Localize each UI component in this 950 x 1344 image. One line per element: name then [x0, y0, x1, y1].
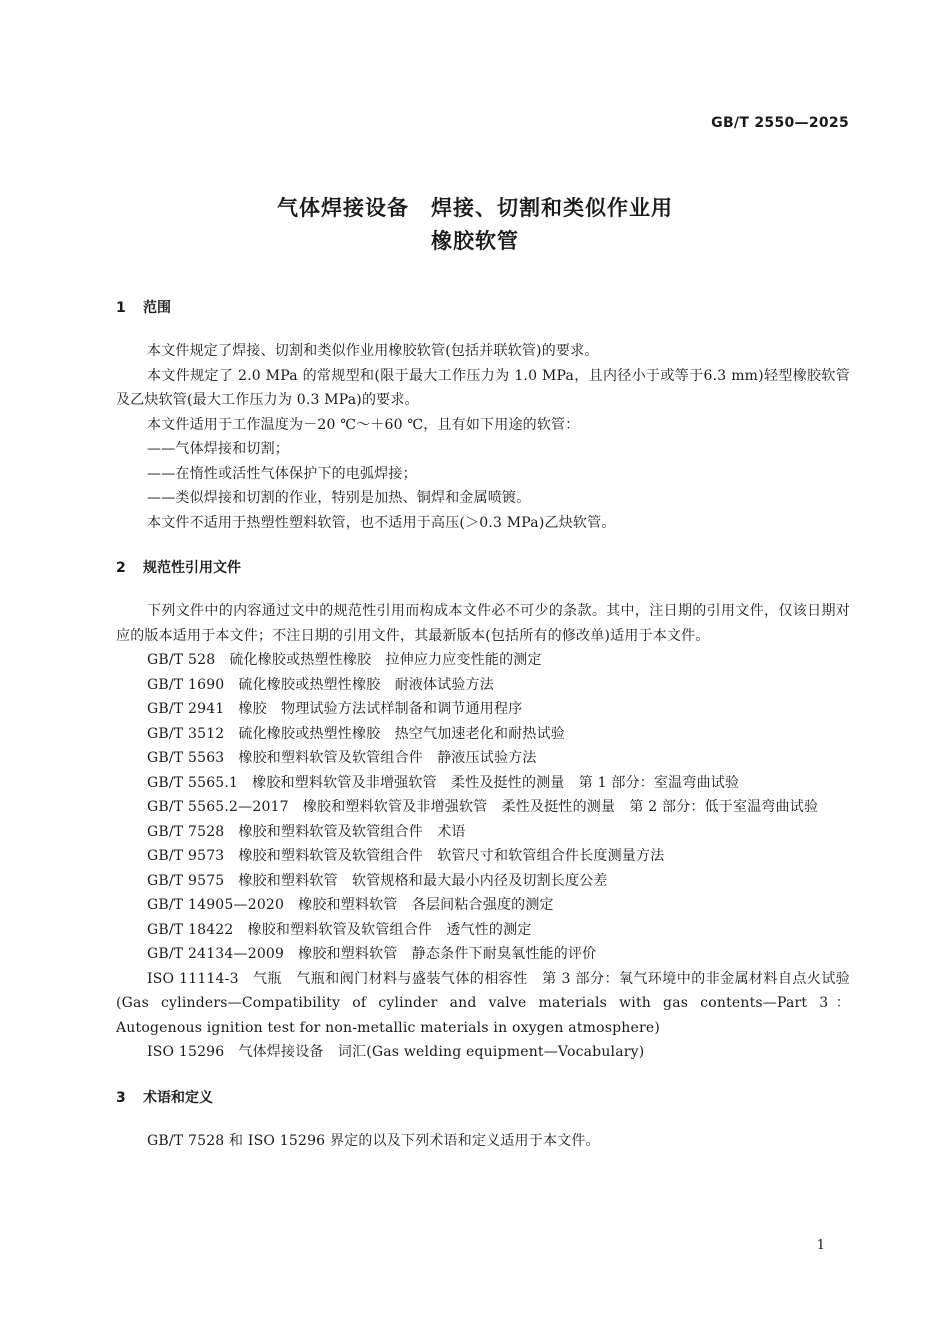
title-part-2: 焊接、切割和类似作业用: [431, 196, 673, 220]
reference-code: GB/T 18422: [147, 921, 234, 938]
page-number: 1: [816, 1238, 825, 1253]
title-part-1: 气体焊接设备: [277, 196, 409, 220]
reference-item: [116, 746, 850, 771]
section-title: 范围: [143, 300, 171, 316]
reference-title: 气瓶 气瓶和阀门材料与盛装气体的相容性 第 3 部分：氧气环境中的非金属材料自点火试验(Gas cylinders—Compatibility of cylinder and valve materials with gas contents—Part 3：Autogenous ignition test for non-metallic materials in oxygen atmosphere): [116, 970, 850, 1036]
reference-code: GB/T 24134—2009: [147, 946, 285, 962]
reference-item: [116, 771, 850, 796]
reference-title: 硫化橡胶或热塑性橡胶 拉伸应力应变性能的测定: [229, 652, 542, 668]
reference-code: ISO 11114-3: [147, 970, 239, 987]
section-1-heading: [116, 296, 850, 320]
paragraph: 本文件规定了 2.0 MPa 的常规型和(限于最大工作压力为 1.0 MPa，且内径小于或等于6.3 mm)轻型橡胶软管及乙炔软管(最大工作压力为 0.3 MPa)的要求。: [116, 367, 850, 408]
reference-code: GB/T 14905—2020: [147, 897, 285, 913]
reference-title: 硫化橡胶或热塑性橡胶 热空气加速老化和耐热试验: [238, 725, 566, 742]
reference-title: 硫化橡胶或热塑性橡胶 耐液体试验方法: [238, 676, 495, 693]
section-title: 规范性引用文件: [143, 560, 241, 576]
paragraph: 本文件规定了焊接、切割和类似作业用橡胶软管(包括并联软管)的要求。: [147, 343, 599, 359]
reference-item: [116, 844, 850, 869]
reference-code: ISO 15296: [147, 1044, 225, 1060]
standard-number: GB/T 2550—2025: [711, 115, 849, 131]
dash-list-item: ——类似焊接和切割的作业，特别是加热、铜焊和金属喷镀。: [147, 490, 531, 506]
reference-item: [116, 795, 850, 820]
dash-list-item: ——在惰性或活性气体保护下的电弧焊接；: [147, 465, 417, 482]
reference-title: 气体焊接设备 词汇(Gas welding equipment—Vocabulary): [238, 1044, 645, 1060]
reference-item: [116, 967, 850, 1041]
reference-title: 橡胶和塑料软管及非增强软管 柔性及挺性的测量 第 1 部分：室温弯曲试验: [252, 774, 740, 791]
reference-item: [116, 673, 850, 698]
reference-item: [116, 918, 850, 943]
reference-item: [116, 722, 850, 747]
document-title: [0, 192, 950, 258]
reference-title: 橡胶和塑料软管 静态条件下耐臭氧性能的评价: [298, 946, 597, 962]
paragraph: 本文件不适用于热塑性塑料软管，也不适用于高压(＞0.3 MPa)乙炔软管。: [147, 514, 616, 531]
section-3-heading: [116, 1086, 850, 1110]
reference-title: 橡胶和塑料软管 软管规格和最大最小内径及切割长度公差: [238, 872, 608, 889]
paragraph: 本文件适用于工作温度为－20 ℃～＋60 ℃，且有如下用途的软管：: [147, 416, 580, 433]
reference-code: GB/T 1690: [147, 676, 225, 693]
reference-code: GB/T 5565.2—2017: [147, 799, 289, 815]
reference-item: [116, 893, 850, 918]
reference-title: 橡胶和塑料软管 各层间粘合强度的测定: [298, 897, 554, 913]
reference-title: 橡胶和塑料软管及软管组合件 术语: [238, 823, 466, 840]
reference-item: [116, 697, 850, 722]
section-2-heading: [116, 556, 850, 580]
reference-code: GB/T 3512: [147, 725, 225, 742]
document-body: [116, 296, 850, 1153]
reference-title: 橡胶 物理试验方法试样制备和调节通用程序: [238, 701, 523, 717]
title-line-1: [0, 192, 950, 225]
paragraph: 下列文件中的内容通过文中的规范性引用而构成本文件必不可少的条款。其中，注日期的引用文件，仅该日期对应的版本适用于本文件；不注日期的引用文件，其最新版本(包括所有的修改单)适用于本文件。: [116, 603, 850, 644]
reference-code: GB/T 9573: [147, 848, 225, 864]
reference-item: [116, 1040, 850, 1065]
reference-code: GB/T 2941: [147, 701, 225, 717]
section-number: 2: [116, 560, 126, 576]
section-number: 1: [116, 300, 126, 316]
reference-title: 橡胶和塑料软管及软管组合件 软管尺寸和软管组合件长度测量方法: [238, 848, 665, 864]
section-title: 术语和定义: [143, 1089, 213, 1106]
section-number: 3: [116, 1089, 126, 1106]
reference-title: 橡胶和塑料软管及非增强软管 柔性及挺性的测量 第 2 部分：低于室温弯曲试验: [302, 799, 819, 815]
reference-item: [116, 820, 850, 845]
reference-code: GB/T 7528: [147, 823, 225, 840]
reference-code: GB/T 9575: [147, 872, 225, 889]
reference-item: [116, 942, 850, 967]
reference-list: [116, 648, 850, 1065]
reference-code: GB/T 528: [147, 652, 216, 668]
reference-title: 橡胶和塑料软管及软管组合件 透气性的测定: [247, 921, 532, 938]
title-line-2: 橡胶软管: [431, 229, 519, 253]
reference-code: GB/T 5565.1: [147, 774, 239, 791]
dash-list-item: ——气体焊接和切割；: [147, 441, 289, 457]
reference-item: [116, 648, 850, 673]
reference-item: [116, 869, 850, 894]
paragraph: GB/T 7528 和 ISO 15296 界定的以及下列术语和定义适用于本文件。: [147, 1132, 600, 1149]
reference-title: 橡胶和塑料软管及软管组合件 静液压试验方法: [238, 750, 537, 766]
reference-code: GB/T 5563: [147, 750, 225, 766]
